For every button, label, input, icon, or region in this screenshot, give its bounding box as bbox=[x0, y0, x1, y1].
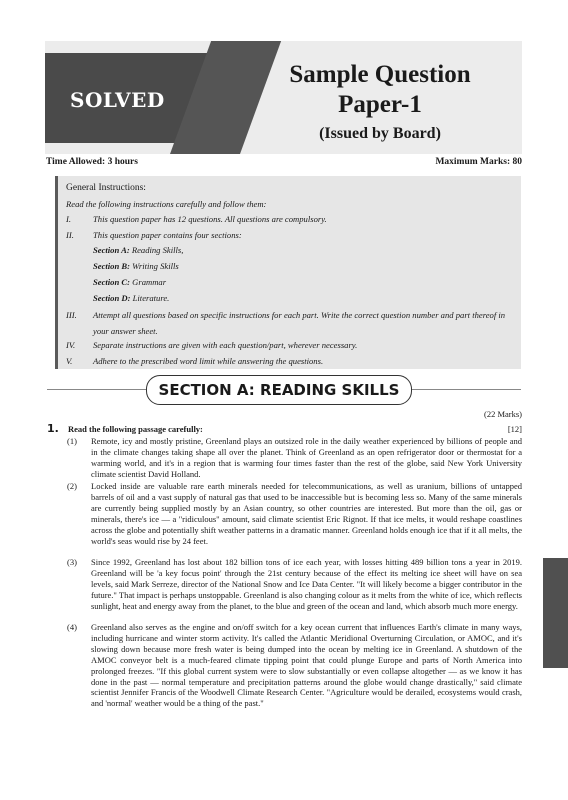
side-thumb-tab bbox=[543, 558, 568, 668]
instruction-number: III. bbox=[66, 310, 77, 320]
paragraph-text: Since 1992, Greenland has lost about 182 billion tons of ice each year, with losses hitting 489 billion tons a year in 2019. Greenland will be 'a key focus point' through the 21st century because of the effect its melting ice sheet will have on sea levels, said Mark Serreze, director of the National Snow and Ice Data Center. "It will likely become a bigger contributor in the future." That impact is perhaps unstoppable. Greenland is also changing colour as it melts from the white of ice, which reflects sunlight, heat and energy away from the planet, to the blue and green of the ocean and land, which absorb much more energy. bbox=[91, 557, 522, 611]
section-name: Grammar bbox=[132, 277, 167, 287]
section-name: Writing Skills bbox=[132, 261, 179, 271]
paragraph-number: (4) bbox=[67, 622, 77, 632]
instruction-text: Separate instructions are given with each question/part, wherever necessary. bbox=[93, 340, 358, 350]
solved-badge: SOLVED bbox=[70, 88, 165, 112]
section-label: Section A: bbox=[93, 245, 130, 255]
maximum-marks: Maximum Marks: 80 bbox=[435, 157, 522, 167]
instruction-number: II. bbox=[66, 230, 74, 240]
question-number: 1. bbox=[47, 422, 59, 435]
instruction-number: I. bbox=[66, 214, 72, 224]
passage-paragraph bbox=[67, 436, 522, 480]
paragraph-text: Remote, icy and mostly pristine, Greenland plays an outsized role in the daily weather experienced by billions of people and in the climate changes taking shape all over the planet. Think of Greenland as an open refrigerator door or thermostat for a warming world, and it's in a region that is warming four times faster than the rest of the globe, said New York University climate scientist David Holland. bbox=[91, 436, 522, 479]
passage-paragraph bbox=[67, 622, 522, 709]
section-label: Section B: bbox=[93, 261, 131, 271]
paragraph-number: (2) bbox=[67, 481, 77, 491]
instruction-number: IV. bbox=[66, 340, 76, 350]
page-subtitle: (Issued by Board) bbox=[319, 125, 441, 142]
instruction-text: This question paper has 12 questions. All questions are compulsory. bbox=[93, 214, 327, 224]
title-line-1: Sample Question bbox=[289, 61, 471, 88]
section-name: Literature. bbox=[132, 293, 170, 303]
title-line-2: Paper-1 bbox=[338, 91, 422, 118]
section-list-item bbox=[93, 277, 166, 287]
paragraph-number: (3) bbox=[67, 557, 77, 567]
question-marks: [12] bbox=[507, 424, 522, 434]
instruction-text: This question paper contains four sections: bbox=[93, 230, 242, 240]
paragraph-text: Locked inside are valuable rare earth minerals needed for telecommunications, as well as uranium, billions of untapped barrels of oil and a vast supply of natural gas that used to be inaccessible but is becoming less so. Many of the same minerals are currently being supplied mostly by an Asian country, so other countries are interested. But more than the oil, gas or minerals, there's ice — a "ridiculous" amount, said climate scientist Eric Rignot. If that ice melts, it would reshape coastlines across the globe and potentially shift weather patterns in a dramatic manner. Greenland holds enough ice that if it all melts, the world's seas would rise by 24 feet. bbox=[91, 481, 522, 546]
instructions-intro: Read the following instructions carefully and follow them: bbox=[66, 199, 267, 209]
instruction-number: V. bbox=[66, 356, 73, 366]
section-marks: (22 Marks) bbox=[483, 409, 522, 419]
section-label: Section C: bbox=[93, 277, 131, 287]
section-list-item bbox=[93, 245, 183, 255]
instruction-text: Adhere to the prescribed word limit while answering the questions. bbox=[93, 356, 324, 366]
instructions-title: General Instructions: bbox=[66, 183, 146, 193]
section-label: Section D: bbox=[93, 293, 131, 303]
paragraph-number: (1) bbox=[67, 436, 77, 446]
general-instructions-box bbox=[55, 176, 521, 369]
paragraph-text: Greenland also serves as the engine and on/off switch for a key ocean current that influences Earth's climate in many ways, including hurricane and winter storm activity. It's called the Atlantic Meridional Overturning Circulation, or AMOC, and it's slowing down because more fresh water is being dumped into the ocean by melting ice in Greenland. A shutdown of the AMOC conveyor belt is a much-feared climate tipping point that could plunge Europe and parts of North America into prolonged freezes. "If this global current system were to slow substantially or even collapse altogether — as we know it has done in the past — normal temperature and precipitation patterns around the globe would change drastically," said climate scientist Jennifer Francis of the Woodwell Climate Research Center. "Agriculture would be derailed, ecosystems would crash, and 'normal' weather would be a thing of the past." bbox=[91, 622, 522, 709]
section-name: Reading Skills, bbox=[131, 245, 184, 255]
section-a-heading: SECTION A: READING SKILLS bbox=[146, 375, 412, 405]
section-list-item bbox=[93, 293, 169, 303]
passage-paragraph bbox=[67, 557, 522, 612]
question-prompt: Read the following passage carefully: bbox=[68, 424, 203, 434]
page-title bbox=[240, 60, 520, 120]
time-allowed: Time Allowed: 3 hours bbox=[46, 157, 138, 167]
instruction-text: Attempt all questions based on specific instructions for each part. Write the correct question number and part thereof in your answer sheet. bbox=[93, 310, 506, 336]
section-list-item bbox=[93, 261, 179, 271]
passage-paragraph bbox=[67, 481, 522, 546]
